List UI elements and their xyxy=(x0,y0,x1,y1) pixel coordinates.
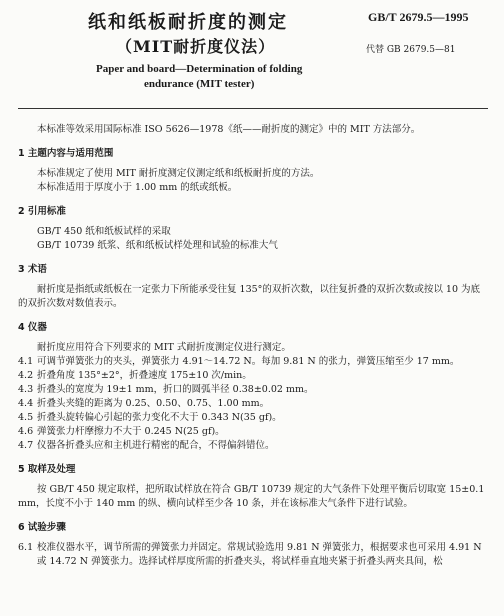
clause-number: 4.1 xyxy=(18,356,34,367)
standard-code: GB/T 2679.5—1995 xyxy=(368,10,469,24)
clause-item xyxy=(18,411,488,425)
section-3-heading: 3 术语 xyxy=(18,264,47,275)
clause-number: 4.6 xyxy=(18,426,34,437)
section-1-paragraph-1: 本标准规定了使用 MIT 耐折度测定仪测定纸和纸板耐折度的方法。 xyxy=(37,168,320,179)
english-title-line-1: Paper and board—Determination of folding xyxy=(96,63,303,75)
clause-text: 折叠头夹缝的距离为 0.25、0.50、0.75、1.00 mm。 xyxy=(37,398,270,409)
clause-item xyxy=(18,439,488,453)
document-subtitle: （MIT耐折度仪法） xyxy=(116,37,276,56)
clause-item xyxy=(18,541,488,569)
english-title xyxy=(96,62,326,92)
clause-text: 折叠角度 135°±2°，折叠速度 175±10 次/min。 xyxy=(37,370,252,381)
clause-item xyxy=(18,425,488,439)
clause-item xyxy=(18,383,488,397)
clause-number: 4.7 xyxy=(18,440,34,451)
clause-item xyxy=(18,397,488,411)
clause-text: 可调节弹簧张力的夹头，弹簧张力 4.91～14.72 N。每加 9.81 N 的张力，弹簧压缩至少 17 mm。 xyxy=(37,356,460,367)
section-6-heading: 6 试验步骤 xyxy=(18,522,66,533)
replaces-standard: 代替 GB 2679.5—81 xyxy=(366,45,456,55)
english-title-line-2: endurance (MIT tester) xyxy=(144,78,255,90)
clause-number: 4.2 xyxy=(18,370,34,381)
document-title: 纸和纸板耐折度的测定 xyxy=(88,12,288,33)
section-2-heading: 2 引用标准 xyxy=(18,206,66,217)
document-body xyxy=(18,123,488,569)
clause-number: 4.4 xyxy=(18,398,34,409)
clause-number: 6.1 xyxy=(18,542,34,553)
header-rule xyxy=(18,108,488,109)
section-1-paragraph-2: 本标准适用于厚度小于 1.00 mm 的纸或纸板。 xyxy=(37,182,238,193)
section-5-paragraph: 按 GB/T 450 规定取样，把所取试样放在符合 GB/T 10739 规定的大气条件下处理平衡后切取宽 15±0.1 mm，长度不小于 140 mm 的纵、横向试样至少各 10 条，并在该标准大气条件下进行试验。 xyxy=(18,484,485,509)
clause-item xyxy=(18,369,488,383)
reference-item: GB/T 450 纸和纸板试样的采取 xyxy=(37,226,171,237)
section-5-heading: 5 取样及处理 xyxy=(18,464,76,475)
clause-text: 折叠头旋转偏心引起的张力变化不大于 0.343 N(35 gf)。 xyxy=(37,412,282,423)
section-4-heading: 4 仪器 xyxy=(18,322,47,333)
clause-text: 仪器各折叠头应和主机进行精密的配合，不得偏斜错位。 xyxy=(37,440,275,451)
clause-text: 弹簧张力杆摩擦力不大于 0.245 N(25 gf)。 xyxy=(37,426,225,437)
reference-item: GB/T 10739 纸浆、纸和纸板试样处理和试验的标准大气 xyxy=(37,240,278,251)
section-1-heading: 1 主题内容与适用范围 xyxy=(18,148,114,159)
clause-number: 4.5 xyxy=(18,412,34,423)
clause-item xyxy=(18,355,488,369)
clause-number: 4.3 xyxy=(18,384,34,395)
section-4-paragraph: 耐折度应用符合下列要求的 MIT 式耐折度测定仪进行测定。 xyxy=(37,342,291,353)
clause-text: 校准仪器水平，调节所需的弹簧张力并固定。常规试验选用 9.81 N 弹簧张力，根据要求也可采用 4.91 N 或 14.72 N 弹簧张力。选择试样厚度所需的折叠夹头，将试样垂直地夹紧于折叠头两夹具间，松 xyxy=(37,542,482,567)
intro-paragraph: 本标准等效采用国际标准 ISO 5626—1978《纸——耐折度的测定》中的 MIT 方法部分。 xyxy=(37,124,421,135)
section-3-paragraph: 耐折度是指纸或纸板在一定张力下所能承受往复 135°的双折次数，以往复折叠的双折次数或按以 10 为底的双折次数对数值表示。 xyxy=(18,284,481,309)
clause-text: 折叠头的宽度为 19±1 mm，折口的圆弧半径 0.38±0.02 mm。 xyxy=(37,384,314,395)
